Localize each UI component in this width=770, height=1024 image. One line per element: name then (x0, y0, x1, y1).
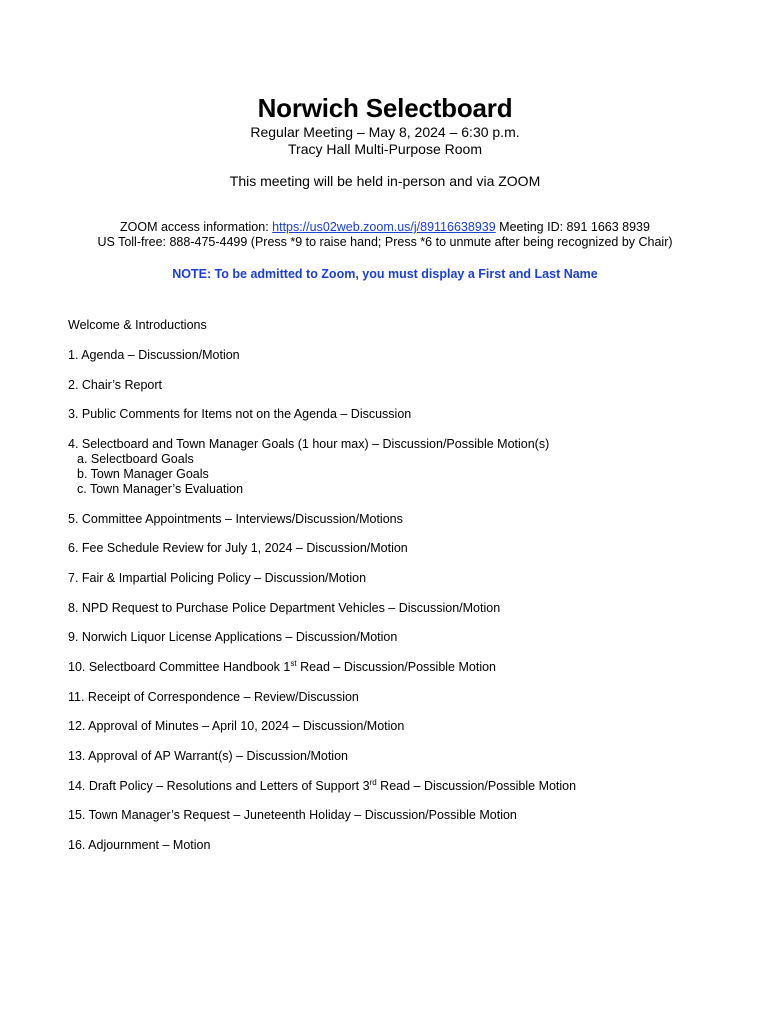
agenda-item-10-tail: Read – Discussion/Possible Motion (296, 660, 496, 674)
agenda-item-13: 13. Approval of AP Warrant(s) – Discussion/Motion (68, 749, 348, 763)
agenda-item-1: 1. Agenda – Discussion/Motion (68, 348, 240, 362)
zoom-name-note: NOTE: To be admitted to Zoom, you must display a First and Last Name (172, 267, 598, 281)
agenda-item-14-tail: Read – Discussion/Possible Motion (376, 779, 577, 793)
agenda-subitem-b: b. Town Manager Goals (77, 467, 209, 481)
agenda-item-3: 3. Public Comments for Items not on the Agenda – Discussion (68, 407, 412, 421)
agenda-item-4-sublist (77, 452, 243, 497)
meeting-date-line: Regular Meeting – May 8, 2024 – 6:30 p.m. (250, 124, 520, 140)
agenda-item-11: 11. Receipt of Correspondence – Review/Discussion (68, 690, 359, 704)
meeting-format-note: This meeting will be held in-person and via ZOOM (229, 173, 541, 189)
agenda-item-6: 6. Fee Schedule Review for July 1, 2024 – Discussion/Motion (68, 541, 408, 555)
agenda-item-4: 4. Selectboard and Town Manager Goals (1 hour max) – Discussion/Possible Motion(s) (68, 437, 550, 451)
agenda-item-7: 7. Fair & Impartial Policing Policy – Discussion/Motion (68, 571, 367, 585)
zoom-meeting-id: Meeting ID: 891 1663 8939 (495, 220, 650, 234)
meeting-location: Tracy Hall Multi-Purpose Room (288, 141, 482, 157)
zoom-link[interactable]: https://us02web.zoom.us/j/89116638939 (272, 220, 496, 234)
agenda-item-9: 9. Norwich Liquor License Applications – Discussion/Motion (68, 630, 398, 644)
zoom-access-line (0, 220, 770, 235)
agenda-item-5: 5. Committee Appointments – Interviews/Discussion/Motions (68, 512, 403, 526)
agenda-item-10-text: 10. Selectboard Committee Handbook 1 (68, 660, 291, 674)
agenda-item-16: 16. Adjournment – Motion (68, 838, 211, 852)
agenda-welcome: Welcome & Introductions (68, 318, 207, 332)
agenda-item-14-superscript: rd (369, 778, 377, 787)
agenda-item-10 (68, 660, 496, 675)
agenda-item-14 (68, 779, 576, 794)
agenda-item-8: 8. NPD Request to Purchase Police Department Vehicles – Discussion/Motion (68, 601, 501, 615)
page-title: Norwich Selectboard (257, 93, 513, 123)
agenda-item-10-superscript: st (290, 659, 297, 668)
agenda-item-12: 12. Approval of Minutes – April 10, 2024 – Discussion/Motion (68, 719, 405, 733)
agenda-item-14-text: 14. Draft Policy – Resolutions and Letters of Support 3 (68, 779, 370, 793)
agenda-subitem-c: c. Town Manager’s Evaluation (77, 482, 244, 496)
zoom-tollfree-line: US Toll-free: 888-475-4499 (Press *9 to raise hand; Press *6 to unmute after being recognized by Chair) (97, 235, 673, 249)
agenda-item-15: 15. Town Manager’s Request – Juneteenth Holiday – Discussion/Possible Motion (68, 808, 517, 822)
agenda-item-2: 2. Chair’s Report (68, 378, 163, 392)
agenda-subitem-a: a. Selectboard Goals (77, 452, 194, 466)
zoom-access-prefix: ZOOM access information: (120, 220, 273, 234)
